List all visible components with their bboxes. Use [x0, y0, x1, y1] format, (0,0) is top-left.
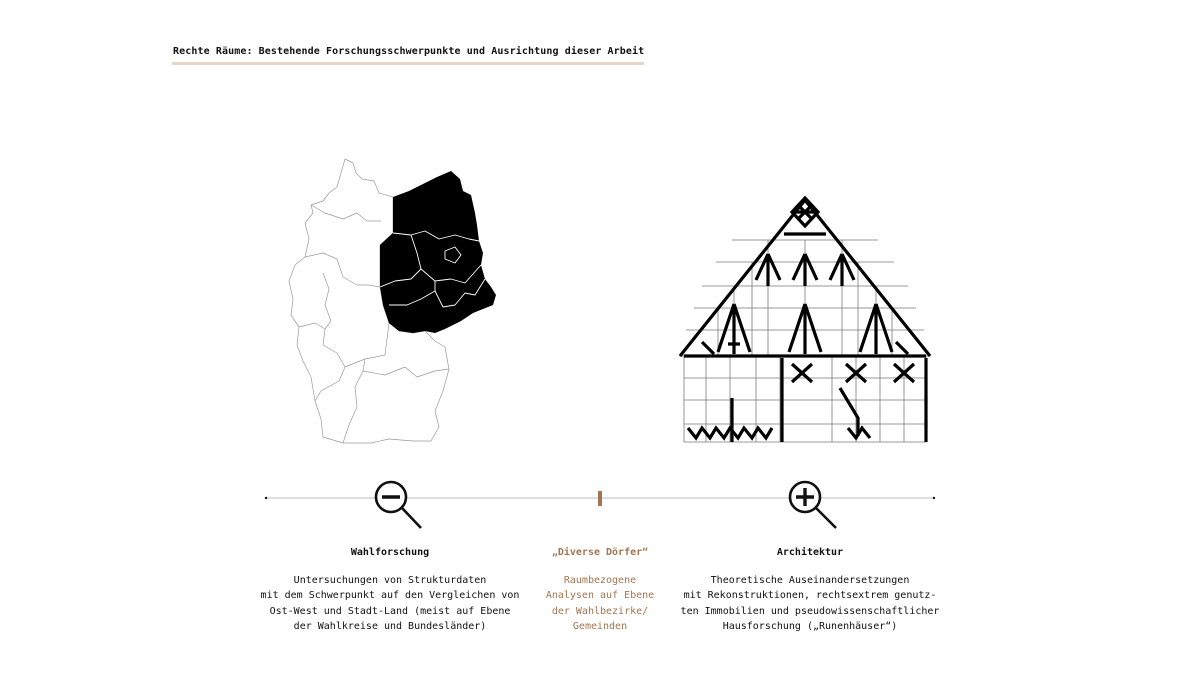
description-line: Untersuchungen von Strukturdaten [293, 575, 487, 586]
description-line: Ost-West und Stadt-Land (meist auf Ebene [269, 605, 511, 617]
description-line: Theoretische Auseinandersetzungen [710, 575, 910, 586]
scale-left-endpoint [265, 497, 267, 499]
column-title: „Diverse Dörfer“ [551, 547, 649, 558]
zoom-out-icon [376, 482, 421, 528]
scale-marker [598, 491, 602, 506]
column-architektur [660, 545, 960, 634]
page-title: Rechte Räume: Bestehende Forschungsschwerpunkte und Ausrichtung dieser Arbeit [173, 46, 645, 57]
column-title: Wahlforschung [350, 547, 430, 558]
half-timbered-house-illustration [672, 192, 938, 448]
column-description [660, 573, 960, 634]
description-line: Hausforschung („Runenhäuser“) [722, 620, 898, 632]
description-line: der Wahlbezirke/ [551, 605, 649, 617]
germany-map-illustration [285, 155, 500, 447]
east-germany-region [380, 171, 496, 333]
title-underline [172, 62, 644, 65]
zoom-in-icon [790, 482, 836, 528]
research-scale [262, 478, 938, 538]
description-line: Analysen auf Ebene [545, 590, 655, 602]
column-title: Architektur [776, 547, 844, 558]
description-line: Gemeinden [572, 620, 628, 632]
description-line: der Wahlkreise und Bundesländer) [293, 620, 487, 632]
description-line: mit dem Schwerpunkt auf den Vergleichen von [260, 590, 520, 602]
scale-right-endpoint [933, 497, 935, 499]
description-line: Raumbezogene [563, 575, 637, 586]
description-line: ten Immobilien und pseudowissenschaftlicher [680, 605, 940, 617]
description-line: mit Rekonstruktionen, rechtsextrem genutz- [683, 590, 937, 602]
